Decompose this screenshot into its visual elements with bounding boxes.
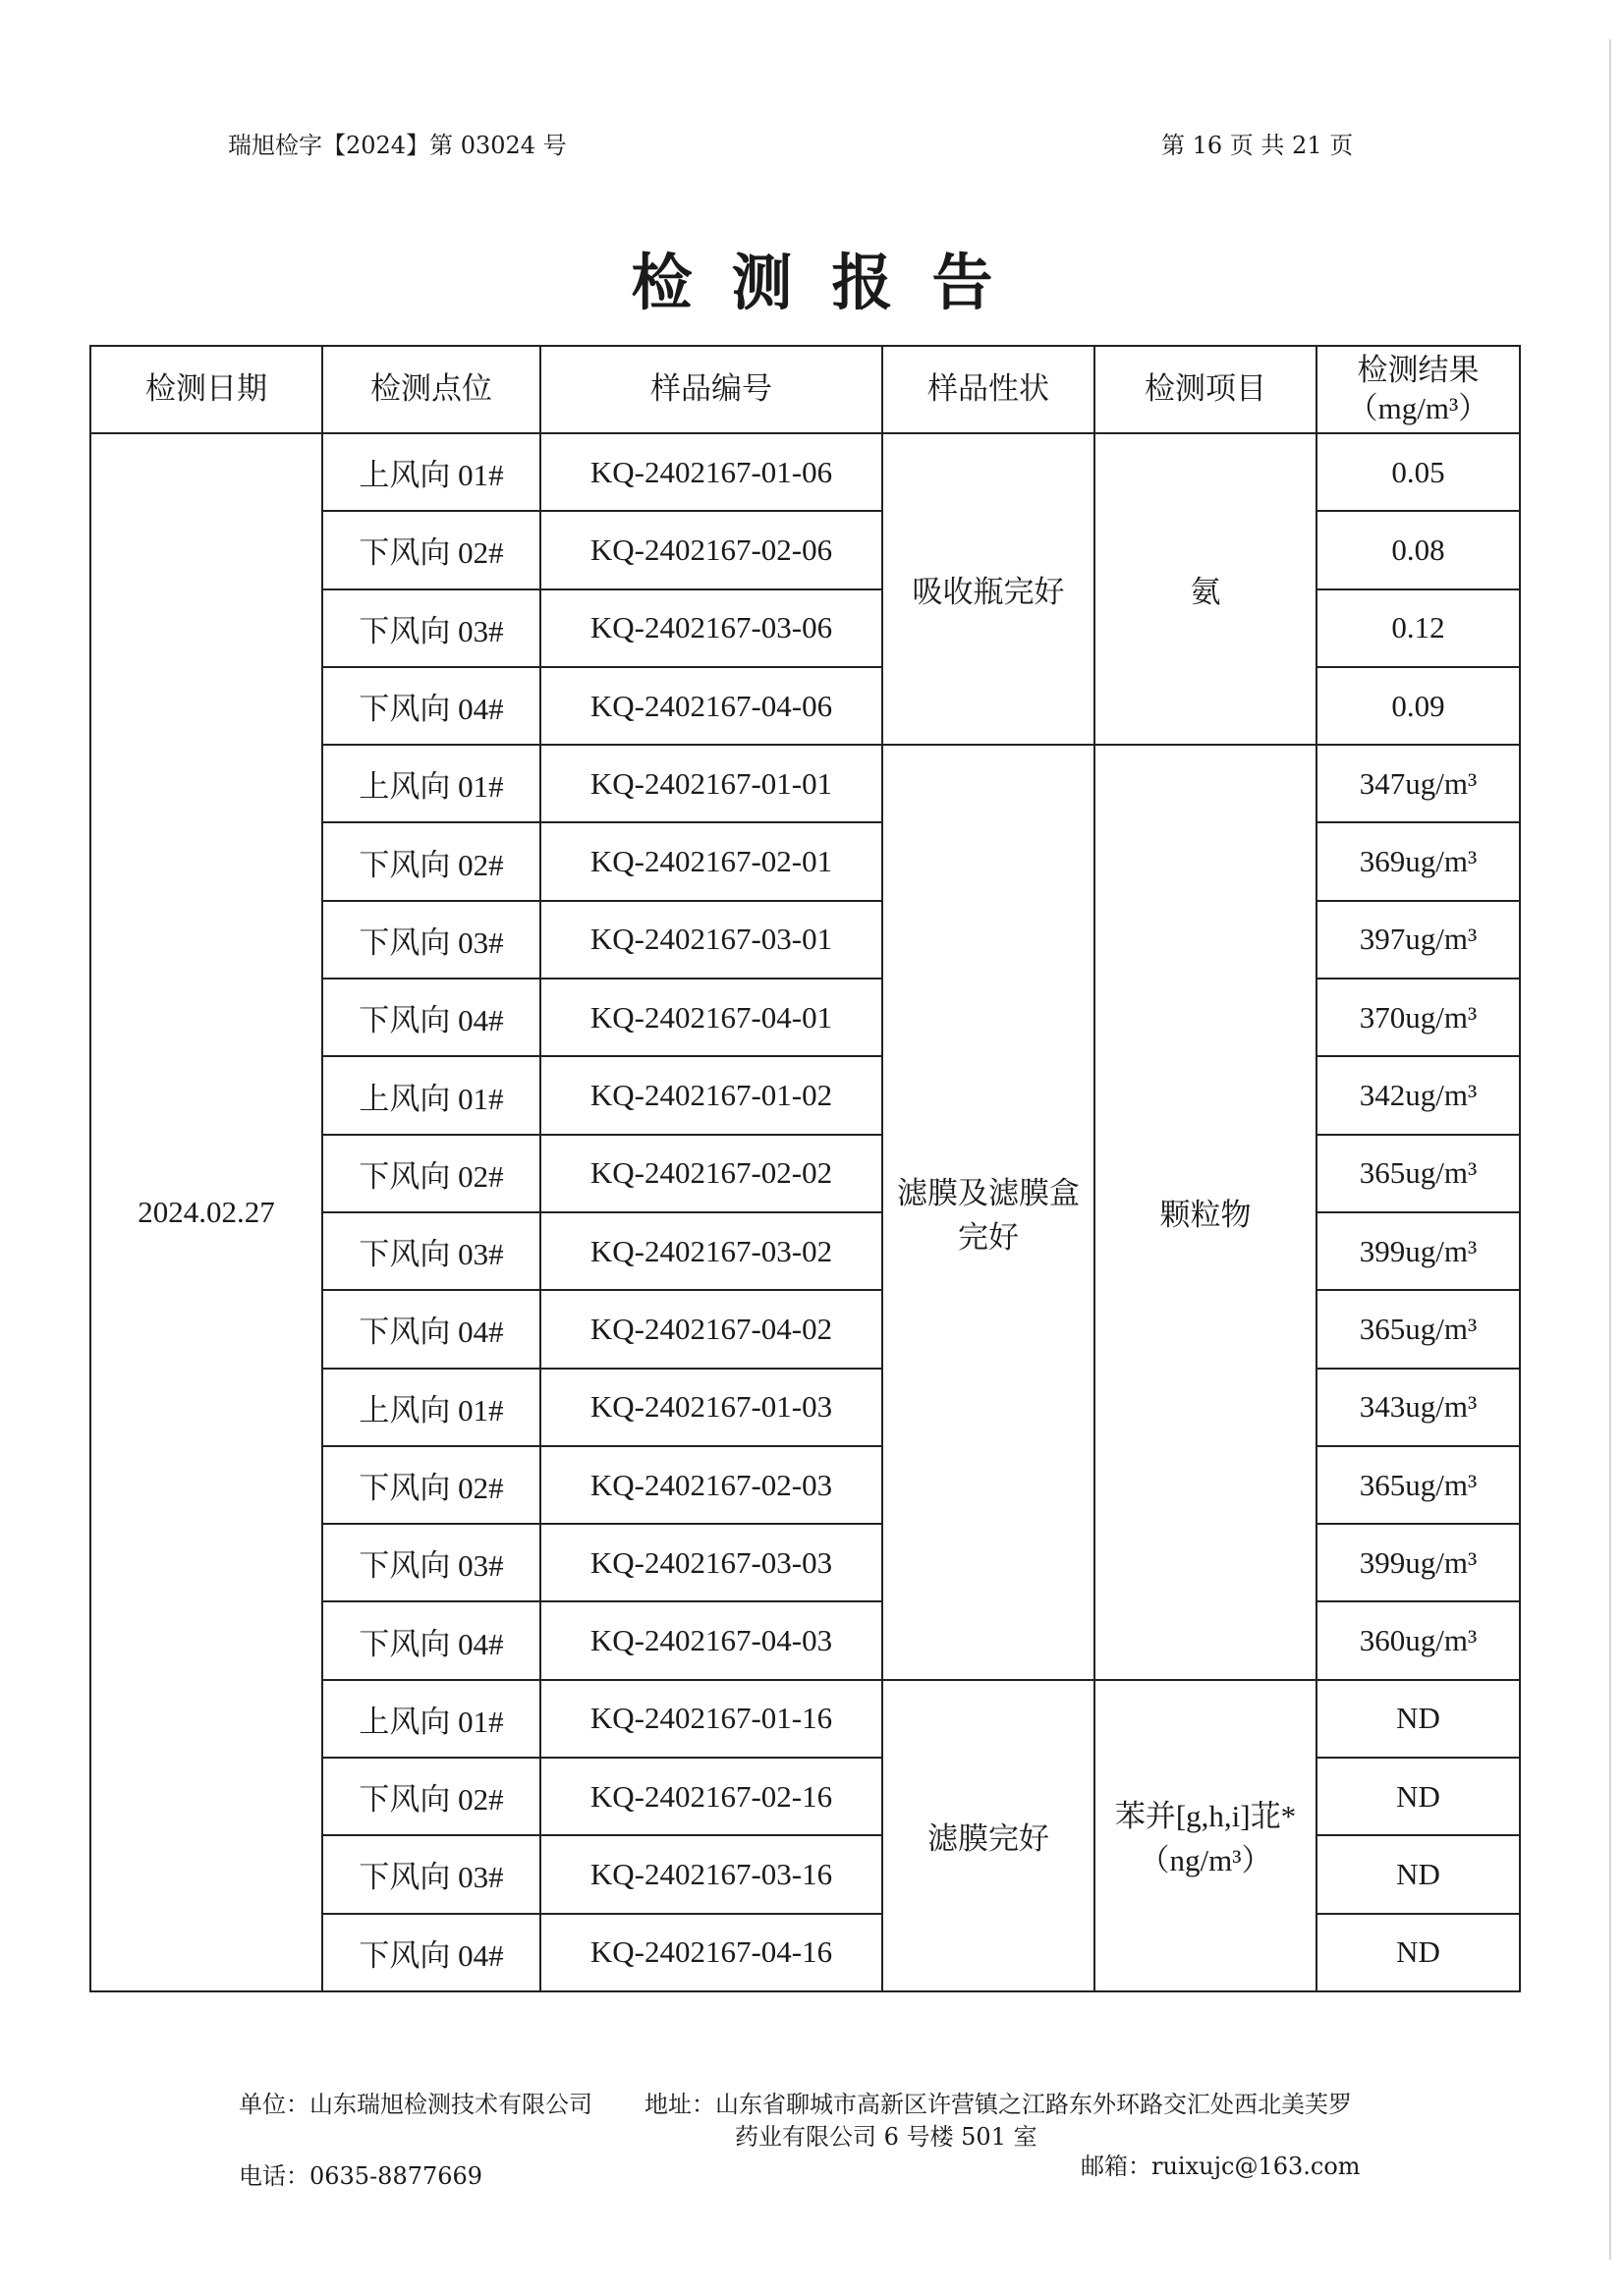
cell-result: 365ug/m³ (1316, 1135, 1520, 1212)
col-header-sample-id: 样品编号 (540, 346, 882, 433)
col-header-condition: 样品性状 (882, 346, 1094, 433)
cell-item: 颗粒物 (1094, 745, 1316, 1680)
cell-result: 369ug/m³ (1316, 822, 1520, 900)
cell-sample-id: KQ-2402167-01-16 (540, 1680, 882, 1758)
page-edge-line (1609, 39, 1611, 2260)
cell-point: 下风向 04# (322, 1601, 540, 1679)
footer-phone: 电话：0635-8877669 (239, 2162, 483, 2190)
cell-result: ND (1316, 1680, 1520, 1758)
cell-point: 下风向 02# (322, 822, 540, 900)
cell-result: 0.09 (1316, 667, 1520, 745)
cell-point: 上风向 01# (322, 1056, 540, 1134)
cell-sample-id: KQ-2402167-04-02 (540, 1290, 882, 1368)
cell-point: 下风向 02# (322, 1446, 540, 1524)
footer-address-line1: 地址：山东省聊城市高新区许营镇之江路东外环路交汇处西北美芙罗 (644, 2091, 1352, 2118)
col-header-item: 检测项目 (1094, 346, 1316, 433)
cell-point: 下风向 03# (322, 1212, 540, 1290)
cell-sample-id: KQ-2402167-03-03 (540, 1524, 882, 1601)
cell-point: 下风向 03# (322, 589, 540, 667)
cell-result: 342ug/m³ (1316, 1056, 1520, 1134)
cell-result: 399ug/m³ (1316, 1524, 1520, 1601)
cell-point: 下风向 04# (322, 667, 540, 745)
cell-point: 上风向 01# (322, 745, 540, 822)
page-info: 第 16 页 共 21 页 (1161, 132, 1354, 159)
table-header (90, 346, 1520, 433)
cell-point: 下风向 03# (322, 1524, 540, 1601)
cell-point: 上风向 01# (322, 1369, 540, 1446)
col-header-point: 检测点位 (322, 346, 540, 433)
cell-result: 347ug/m³ (1316, 745, 1520, 822)
cell-point: 下风向 02# (322, 511, 540, 588)
table-row (90, 433, 1520, 511)
cell-sample-id: KQ-2402167-01-06 (540, 433, 882, 511)
cell-item: 氨 (1094, 433, 1316, 745)
cell-sample-id: KQ-2402167-04-01 (540, 979, 882, 1056)
cell-point: 下风向 03# (322, 901, 540, 979)
cell-condition: 滤膜完好 (882, 1680, 1094, 1991)
cell-condition: 吸收瓶完好 (882, 433, 1094, 745)
cell-point: 下风向 04# (322, 979, 540, 1056)
cell-result: ND (1316, 1835, 1520, 1913)
cell-sample-id: KQ-2402167-04-06 (540, 667, 882, 745)
report-table (89, 345, 1521, 1992)
cell-sample-id: KQ-2402167-03-06 (540, 589, 882, 667)
cell-point: 下风向 02# (322, 1758, 540, 1835)
cell-point: 下风向 03# (322, 1835, 540, 1913)
cell-result: 399ug/m³ (1316, 1212, 1520, 1290)
cell-sample-id: KQ-2402167-02-02 (540, 1135, 882, 1212)
cell-result: ND (1316, 1758, 1520, 1835)
cell-result: 0.05 (1316, 433, 1520, 511)
footer-address-line2: 药业有限公司 6 号楼 501 室 (735, 2123, 1037, 2151)
cell-result: ND (1316, 1914, 1520, 1991)
cell-result: 397ug/m³ (1316, 901, 1520, 979)
cell-sample-id: KQ-2402167-03-16 (540, 1835, 882, 1913)
cell-sample-id: KQ-2402167-02-03 (540, 1446, 882, 1524)
cell-sample-id: KQ-2402167-03-01 (540, 901, 882, 979)
cell-sample-id: KQ-2402167-01-02 (540, 1056, 882, 1134)
cell-point: 上风向 01# (322, 433, 540, 511)
cell-item: 苯并[g,h,i]苝*（ng/m³） (1094, 1680, 1316, 1991)
cell-condition: 滤膜及滤膜盒完好 (882, 745, 1094, 1680)
cell-point: 下风向 04# (322, 1914, 540, 1991)
col-header-result-unit: （mg/m³） (1347, 390, 1489, 425)
report-number: 瑞旭检字【2024】第 03024 号 (228, 132, 567, 159)
cell-result: 0.12 (1316, 589, 1520, 667)
table-body (90, 433, 1520, 1991)
cell-sample-id: KQ-2402167-01-03 (540, 1369, 882, 1446)
cell-result: 370ug/m³ (1316, 979, 1520, 1056)
cell-result: 360ug/m³ (1316, 1601, 1520, 1679)
cell-point: 下风向 04# (322, 1290, 540, 1368)
cell-result: 365ug/m³ (1316, 1290, 1520, 1368)
cell-point: 下风向 02# (322, 1135, 540, 1212)
cell-sample-id: KQ-2402167-04-16 (540, 1914, 882, 1991)
col-header-result (1316, 346, 1520, 433)
cell-result: 365ug/m³ (1316, 1446, 1520, 1524)
cell-sample-id: KQ-2402167-02-16 (540, 1758, 882, 1835)
page-title: 检测报告 (631, 247, 1033, 318)
cell-sample-id: KQ-2402167-02-01 (540, 822, 882, 900)
footer-email: 邮箱：ruixujc@163.com (1081, 2153, 1361, 2180)
col-header-date: 检测日期 (90, 346, 322, 433)
cell-sample-id: KQ-2402167-02-06 (540, 511, 882, 588)
cell-sample-id: KQ-2402167-01-01 (540, 745, 882, 822)
cell-result: 343ug/m³ (1316, 1369, 1520, 1446)
cell-date: 2024.02.27 (90, 433, 322, 1991)
cell-sample-id: KQ-2402167-03-02 (540, 1212, 882, 1290)
footer-unit: 单位：山东瑞旭检测技术有限公司 (239, 2091, 592, 2118)
cell-point: 上风向 01# (322, 1680, 540, 1758)
cell-result: 0.08 (1316, 511, 1520, 588)
col-header-result-label: 检测结果 (1357, 352, 1480, 387)
cell-sample-id: KQ-2402167-04-03 (540, 1601, 882, 1679)
